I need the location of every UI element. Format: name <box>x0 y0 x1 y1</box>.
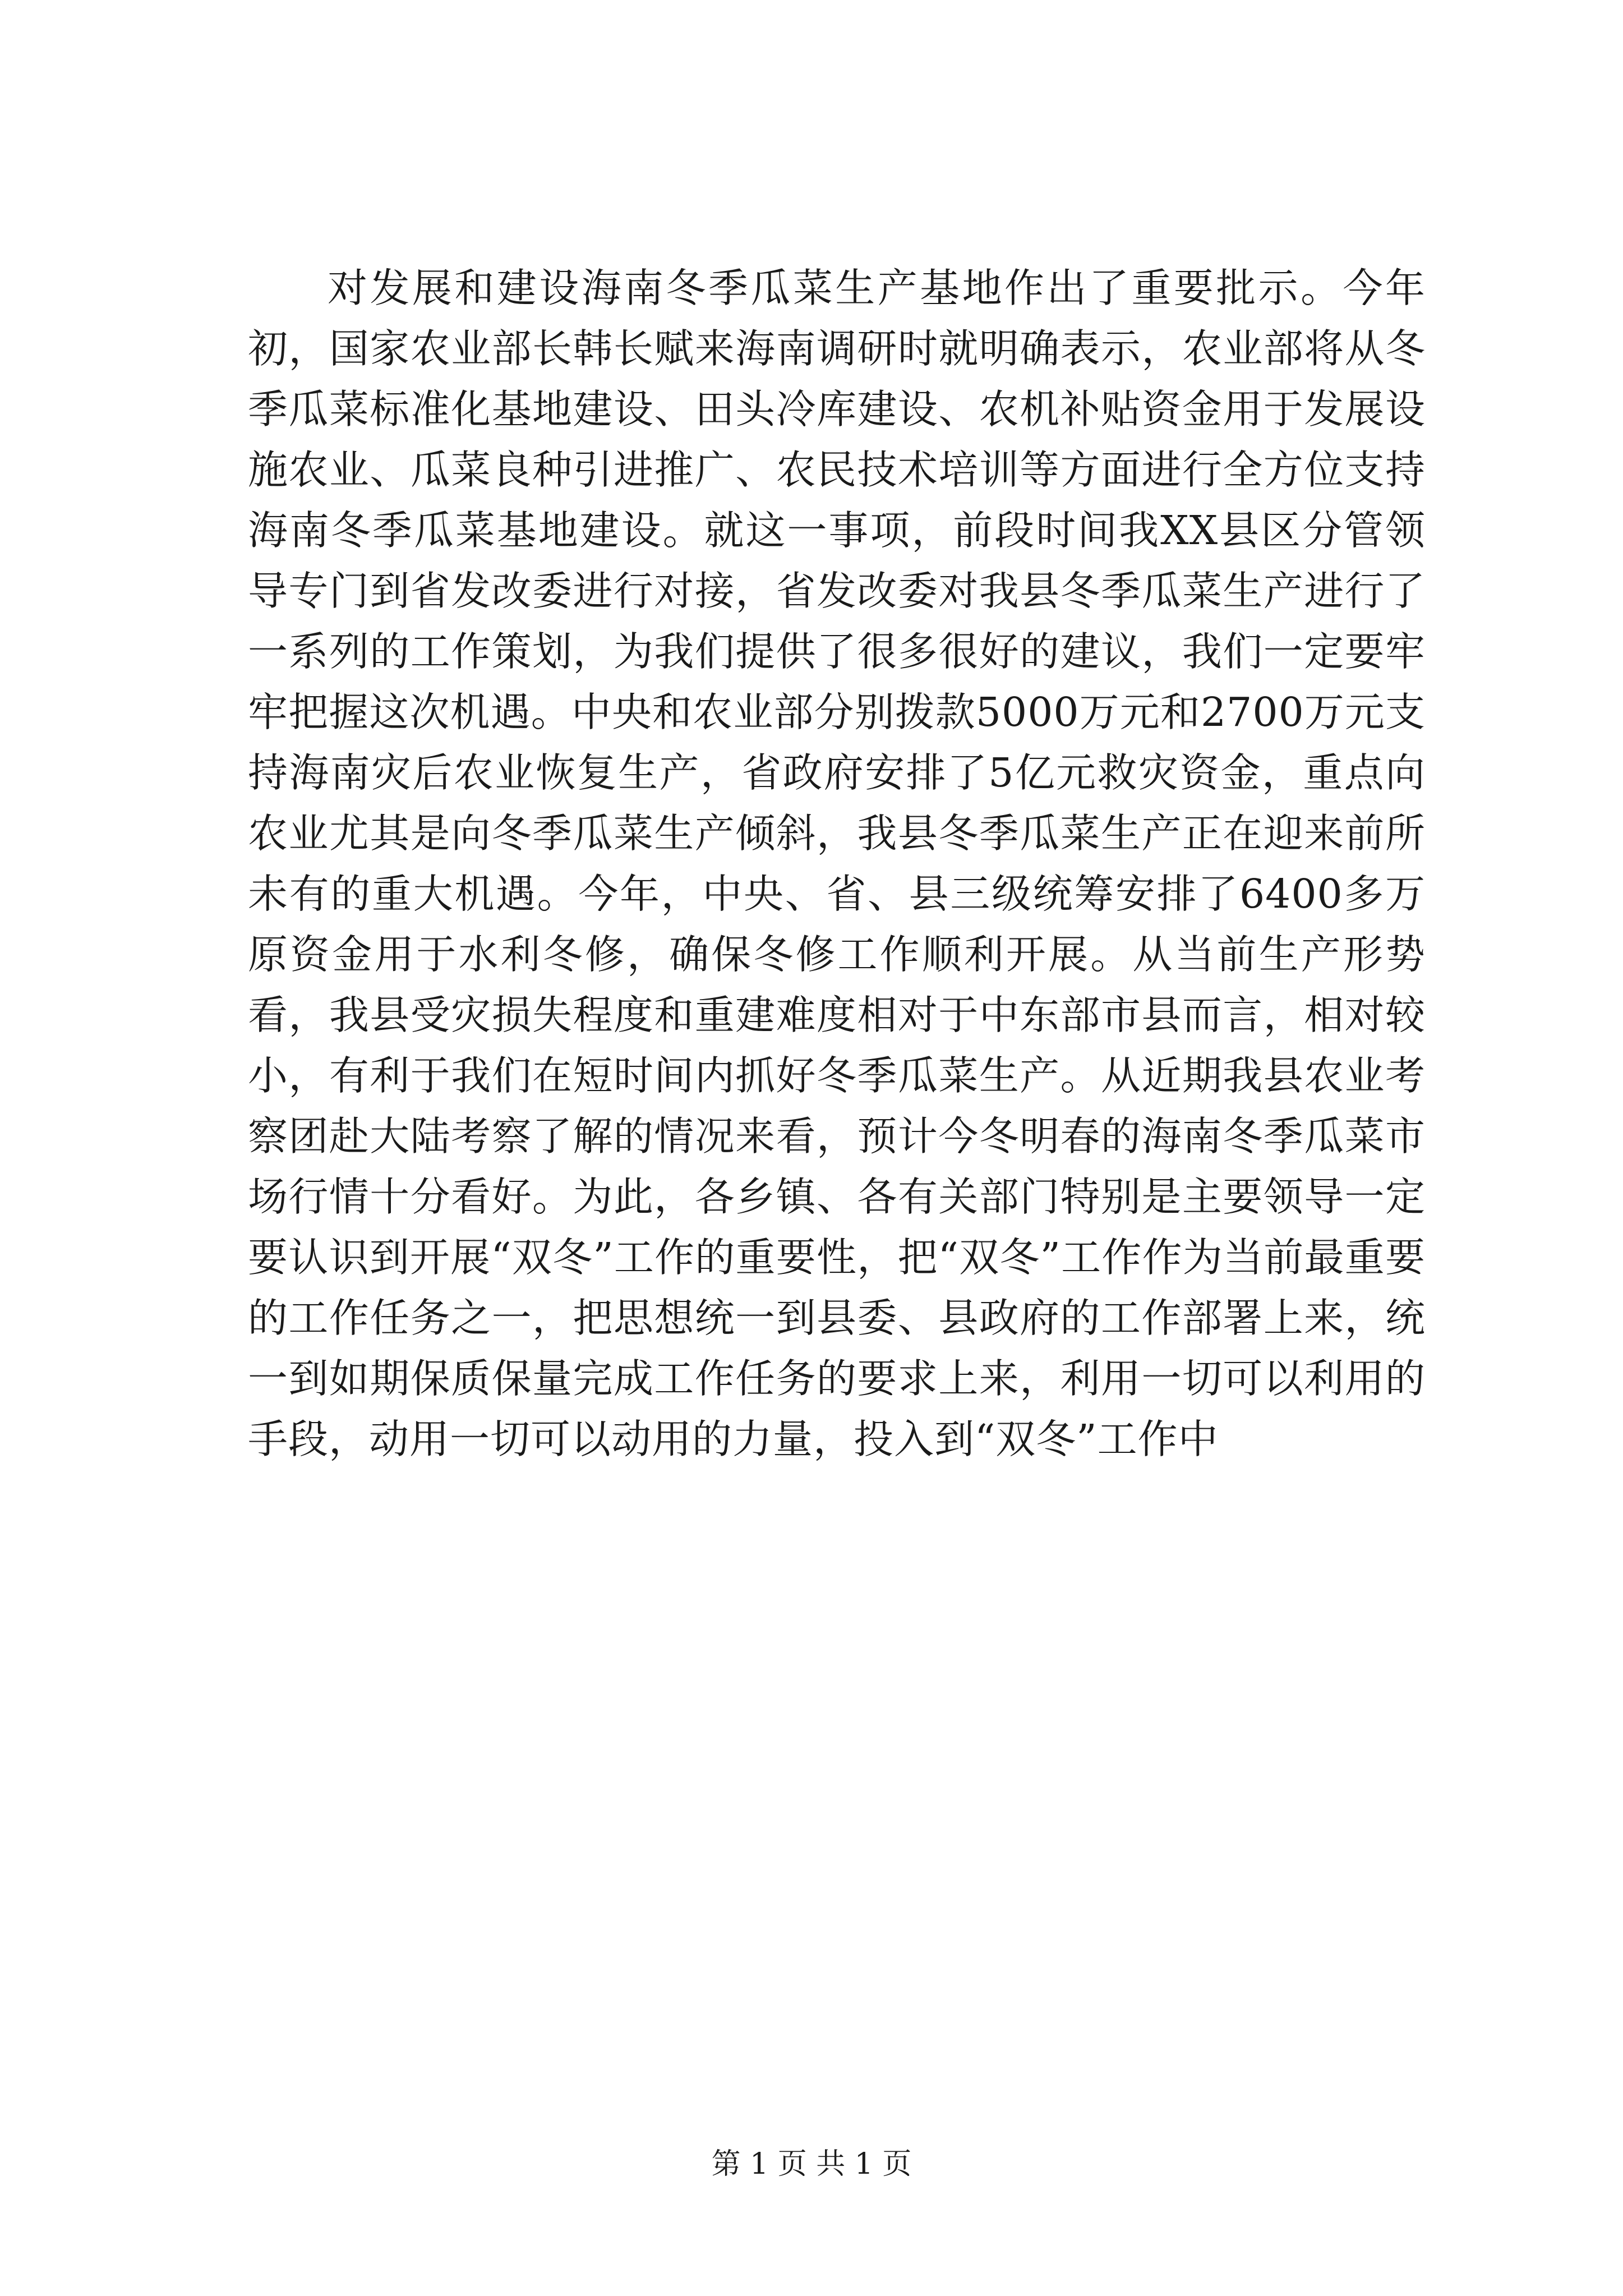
page-footer: 第 1 页 共 1 页 <box>711 2147 912 2181</box>
body-paragraph: 对发展和建设海南冬季瓜菜生产基地作出了重要批示。今年初，国家农业部长韩长赋来海南调研时就明确表示，农业部将从冬季瓜菜标准化基地建设、田头冷库建设、农机补贴资金用于发展设施农业、瓜菜良种引进推广、农民技术培训等方面进行全方位支持海南冬季瓜菜基地建设。就这一事项，前段时间我XX县区分管领导专门到省发改委进行对接，省发改委对我县冬季瓜菜生产进行了一系列的工作策划，为我们提供了很多很好的建议，我们一定要牢牢把握这次机遇。中央和农业部分别拨款5000万元和2700万元支持海南灾后农业恢复生产，省政府安排了5亿元救灾资金，重点向农业尤其是向冬季瓜菜生产倾斜，我县冬季瓜菜生产正在迎来前所未有的重大机遇。今年，中央、省、县三级统筹安排了6400多万原资金用于水利冬修，确保冬修工作顺利开展。从当前生产形势看，我县受灾损失程度和重建难度相对于中东部市县而言，相对较小，有利于我们在短时间内抓好冬季瓜菜生产。从近期我县农业考察团赴大陆考察了解的情况来看，预计今冬明春的海南冬季瓜菜市场行情十分看好。为此，各乡镇、各有关部门特别是主要领导一定要认识到开展“双冬”工作的重要性，把“双冬”工作作为当前最重要的工作任务之一，把思想统一到县委、县政府的工作部署上来，统一到如期保质保量完成工作任务的要求上来，利用一切可以利用的手段，动用一切可以动用的力量，投入到“双冬”工作中 <box>248 265 1426 1462</box>
